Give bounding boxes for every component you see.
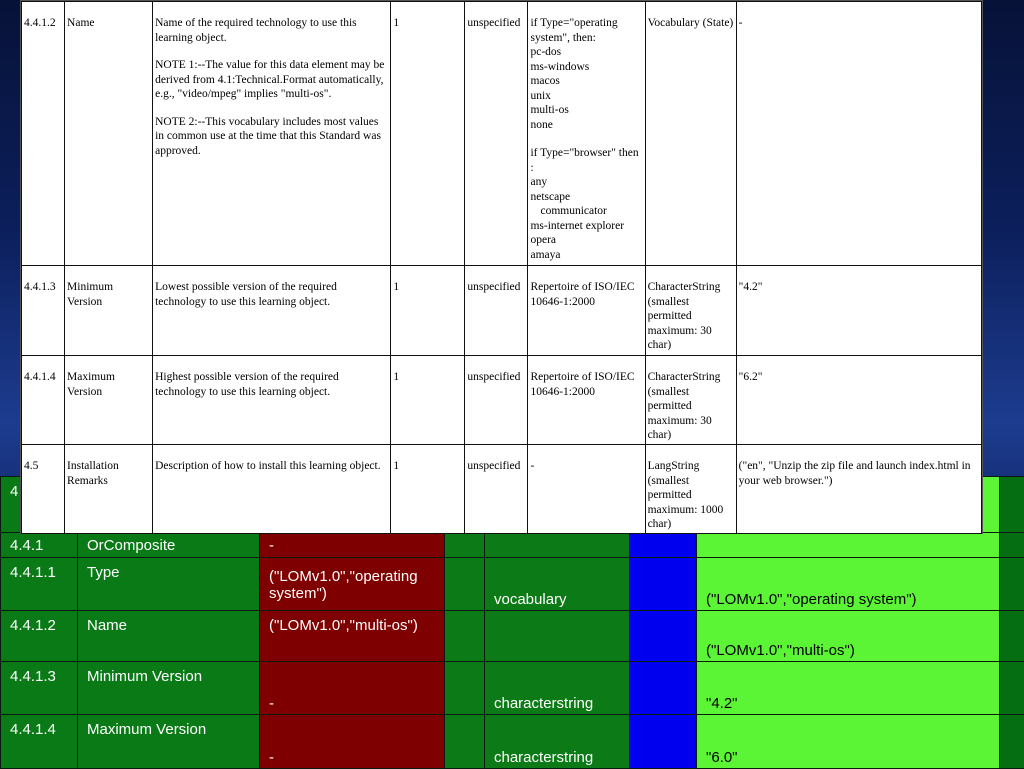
bg-cell-edge bbox=[1000, 533, 1024, 558]
browser-header: if Type="browser" then : bbox=[530, 146, 642, 175]
doc-cell-value-space: Repertoire of ISO/IEC 10646-1:2000 bbox=[528, 266, 645, 356]
bg-cell-example: ("LOMv1.0","multi-os") bbox=[697, 611, 1000, 662]
bg-cell-name: Maximum Version bbox=[78, 715, 260, 769]
bg-cell-name: OrComposite bbox=[78, 533, 260, 558]
bg-cell-blank bbox=[445, 611, 485, 662]
bg-row bbox=[1, 533, 1024, 558]
doc-cell-explanation bbox=[153, 2, 391, 266]
bg-cell-value: ("LOMv1.0","multi-os") bbox=[260, 611, 445, 662]
bg-cell-value: ("LOMv1.0","operating system") bbox=[260, 558, 445, 611]
doc-cell-size: 1 bbox=[391, 266, 465, 356]
bg-cell-blue bbox=[630, 611, 697, 662]
value-item: amaya bbox=[530, 248, 642, 263]
bg-cell-edge bbox=[1000, 558, 1024, 611]
bg-cell-name: Type bbox=[78, 558, 260, 611]
doc-cell-explanation: Lowest possible version of the required technology to use this learning object. bbox=[153, 266, 391, 356]
bg-cell-edge bbox=[1000, 715, 1024, 769]
bg-cell-blue bbox=[630, 715, 697, 769]
bg-cell-id: 4.4.1.2 bbox=[1, 611, 78, 662]
doc-row bbox=[22, 266, 982, 356]
bg-cell-value: - bbox=[260, 662, 445, 715]
value-item: netscape bbox=[530, 190, 642, 205]
doc-cell-nr: 4.5 bbox=[22, 445, 65, 534]
doc-cell-nr: 4.4.1.3 bbox=[22, 266, 65, 356]
doc-cell-example: "4.2" bbox=[736, 266, 981, 356]
bg-cell-blank bbox=[445, 558, 485, 611]
bg-cell-edge bbox=[1000, 477, 1024, 533]
explanation-text: Name of the required technology to use this learning object. bbox=[155, 16, 388, 45]
bg-cell-edge bbox=[1000, 662, 1024, 715]
doc-cell-order: unspecified bbox=[465, 445, 528, 534]
value-item: multi-os bbox=[530, 103, 642, 118]
note-1: NOTE 1:--The value for this data element may be derived from 4.1:Technical.Format automatically, e.g., "video/mpeg" implies "multi-os". bbox=[155, 58, 388, 102]
bg-cell-example: "6.0" bbox=[697, 715, 1000, 769]
bg-cell-edge bbox=[1000, 611, 1024, 662]
doc-cell-order: unspecified bbox=[465, 266, 528, 356]
bg-cell-blue bbox=[630, 662, 697, 715]
bg-cell-value: - bbox=[260, 533, 445, 558]
value-item: none bbox=[530, 118, 642, 133]
doc-cell-name: Minimum Version bbox=[65, 266, 153, 356]
value-item: ms-internet explorer bbox=[530, 219, 642, 234]
bg-cell-type: vocabulary bbox=[485, 558, 630, 611]
bg-cell-blue bbox=[630, 558, 697, 611]
bg-cell-example bbox=[697, 533, 1000, 558]
bg-cell-blank bbox=[445, 662, 485, 715]
doc-cell-nr: 4.4.1.2 bbox=[22, 2, 65, 266]
bg-cell-id: 4.4.1.1 bbox=[1, 558, 78, 611]
value-item: communicator bbox=[530, 204, 642, 219]
doc-cell-datatype: CharacterString (smallest permitted maximum: 30 char) bbox=[645, 356, 736, 445]
doc-cell-datatype: Vocabulary (State) bbox=[645, 2, 736, 266]
bg-cell-example: "4.2" bbox=[697, 662, 1000, 715]
bg-row bbox=[1, 715, 1024, 769]
bg-cell-type bbox=[485, 611, 630, 662]
doc-row bbox=[22, 2, 982, 266]
bg-cell-blank bbox=[445, 715, 485, 769]
doc-cell-value-space bbox=[528, 2, 645, 266]
bg-cell-id: 4 bbox=[1, 477, 78, 533]
doc-cell-example: - bbox=[736, 2, 981, 266]
doc-cell-size: 1 bbox=[391, 2, 465, 266]
doc-cell-explanation: Highest possible version of the required technology to use this learning object. bbox=[153, 356, 391, 445]
bg-cell-blue bbox=[630, 533, 697, 558]
bg-cell-blank bbox=[445, 533, 485, 558]
doc-cell-datatype: CharacterString (smallest permitted maximum: 30 char) bbox=[645, 266, 736, 356]
doc-cell-example: ("en", "Unzip the zip file and launch index.html in your web browser.") bbox=[736, 445, 981, 534]
document-table bbox=[21, 1, 982, 534]
bg-cell-name: Name bbox=[78, 611, 260, 662]
bg-cell-id: 4.4.1.4 bbox=[1, 715, 78, 769]
doc-cell-order: unspecified bbox=[465, 2, 528, 266]
bg-row bbox=[1, 611, 1024, 662]
value-item: pc-dos bbox=[530, 45, 642, 60]
value-item: opera bbox=[530, 233, 642, 248]
bg-row bbox=[1, 558, 1024, 611]
value-item: unix bbox=[530, 89, 642, 104]
bg-cell-name: Minimum Version bbox=[78, 662, 260, 715]
bg-cell-id: 4.4.1 bbox=[1, 533, 78, 558]
bg-cell-type: characterstring bbox=[485, 662, 630, 715]
value-item: ms-windows bbox=[530, 60, 642, 75]
value-item: any bbox=[530, 175, 642, 190]
doc-cell-name: Name bbox=[65, 2, 153, 266]
doc-cell-size: 1 bbox=[391, 356, 465, 445]
doc-cell-nr: 4.4.1.4 bbox=[22, 356, 65, 445]
document-table-image bbox=[20, 0, 983, 534]
os-header: if Type="operating system", then: bbox=[530, 16, 642, 45]
bg-row bbox=[1, 662, 1024, 715]
doc-cell-name: Installation Remarks bbox=[65, 445, 153, 534]
bg-cell-value: - bbox=[260, 715, 445, 769]
doc-cell-value-space: Repertoire of ISO/IEC 10646-1:2000 bbox=[528, 356, 645, 445]
doc-cell-size: 1 bbox=[391, 445, 465, 534]
value-item: macos bbox=[530, 74, 642, 89]
bg-cell-example: ("LOMv1.0","operating system") bbox=[697, 558, 1000, 611]
bg-cell-id: 4.4.1.3 bbox=[1, 662, 78, 715]
doc-cell-value-space: - bbox=[528, 445, 645, 534]
doc-cell-explanation: Description of how to install this learning object. bbox=[153, 445, 391, 534]
doc-row bbox=[22, 356, 982, 445]
doc-cell-datatype: LangString (smallest permitted maximum: 1000 char) bbox=[645, 445, 736, 534]
doc-cell-order: unspecified bbox=[465, 356, 528, 445]
doc-cell-name: Maximum Version bbox=[65, 356, 153, 445]
bg-cell-type: characterstring bbox=[485, 715, 630, 769]
doc-row bbox=[22, 445, 982, 534]
doc-cell-example: "6.2" bbox=[736, 356, 981, 445]
note-2: NOTE 2:--This vocabulary includes most values in common use at the time that this Standard was approved. bbox=[155, 115, 388, 159]
bg-cell-type bbox=[485, 533, 630, 558]
